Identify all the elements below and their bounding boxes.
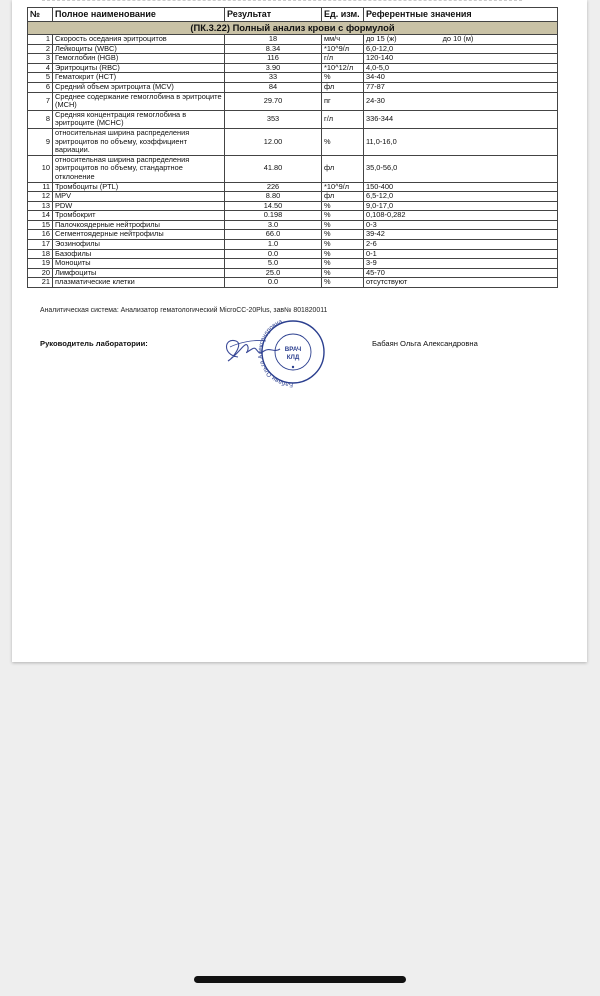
row-ref: 336-344	[364, 110, 558, 128]
home-indicator[interactable]	[194, 976, 406, 983]
row-num: 13	[28, 201, 53, 211]
row-num: 14	[28, 211, 53, 221]
row-ref: 45-70	[364, 268, 558, 278]
table-row	[28, 201, 558, 211]
row-result: 41.80	[225, 155, 322, 182]
table-row	[28, 63, 558, 73]
row-num: 21	[28, 278, 53, 288]
row-num: 1	[28, 35, 53, 45]
row-name: Лейкоциты (WBC)	[53, 44, 225, 54]
row-unit: г/л	[322, 110, 364, 128]
row-result: 29.70	[225, 92, 322, 110]
row-ref: 0-3	[364, 220, 558, 230]
row-result: 33	[225, 73, 322, 83]
row-ref: 9,0-17,0	[364, 201, 558, 211]
results-table	[27, 7, 558, 288]
row-name: Палочкоядерные нейтрофилы	[53, 220, 225, 230]
row-result: 116	[225, 54, 322, 64]
row-name: Базофилы	[53, 249, 225, 259]
row-name: Средняя концентрация гемоглобина в эритроците (MCHC)	[53, 110, 225, 128]
row-name: Гематокрит (HCT)	[53, 73, 225, 83]
row-num: 11	[28, 182, 53, 192]
row-unit: фл	[322, 155, 364, 182]
row-ref: 24-30	[364, 92, 558, 110]
table-row	[28, 211, 558, 221]
row-num: 10	[28, 155, 53, 182]
row-unit: %	[322, 230, 364, 240]
header-ref: Референтные значения	[364, 8, 558, 22]
row-name: Сегментоядерные нейтрофилы	[53, 230, 225, 240]
row-unit: %	[322, 268, 364, 278]
row-ref-secondary: до 10 (м)	[442, 34, 474, 43]
row-ref: 0-1	[364, 249, 558, 259]
row-unit: %	[322, 278, 364, 288]
section-title: (ПК.3.22) Полный анализ крови с формулой	[28, 22, 558, 35]
row-name: MPV	[53, 192, 225, 202]
table-row	[28, 44, 558, 54]
header-num: №	[28, 8, 53, 22]
row-name: Моноциты	[53, 259, 225, 269]
row-name: Эритроциты (RBC)	[53, 63, 225, 73]
row-ref: 77-87	[364, 82, 558, 92]
table-row	[28, 278, 558, 288]
signature	[227, 340, 281, 361]
row-num: 17	[28, 240, 53, 250]
row-ref: 6,5-12,0	[364, 192, 558, 202]
row-unit: %	[322, 240, 364, 250]
row-ref	[364, 35, 558, 45]
stamp-and-signature	[218, 317, 328, 389]
row-result: 353	[225, 110, 322, 128]
row-ref-primary: до 15 (ж)	[366, 34, 397, 43]
row-ref: отсутствуют	[364, 278, 558, 288]
row-num: 20	[28, 268, 53, 278]
table-row	[28, 259, 558, 269]
row-unit: *10^9/л	[322, 44, 364, 54]
row-num: 16	[28, 230, 53, 240]
row-num: 4	[28, 63, 53, 73]
row-unit: %	[322, 259, 364, 269]
row-result: 8.34	[225, 44, 322, 54]
row-unit: мм/ч	[322, 35, 364, 45]
row-ref: 4,0-5,0	[364, 63, 558, 73]
table-row	[28, 54, 558, 64]
table-header-row	[28, 8, 558, 22]
row-ref: 6,0-12,0	[364, 44, 558, 54]
row-unit: %	[322, 211, 364, 221]
head-name: Бабаян Ольга Александровна	[372, 339, 478, 348]
row-unit: фл	[322, 82, 364, 92]
table-row	[28, 230, 558, 240]
row-result: 3.90	[225, 63, 322, 73]
row-num: 19	[28, 259, 53, 269]
stamp-center-line1: ВРАЧ	[284, 346, 302, 353]
row-result: 0.198	[225, 211, 322, 221]
row-name: плазматические клетки	[53, 278, 225, 288]
table-row	[28, 182, 558, 192]
row-name: Тромбокрит	[53, 211, 225, 221]
row-ref: 0,108-0,282	[364, 211, 558, 221]
row-ref: 39-42	[364, 230, 558, 240]
table-row	[28, 240, 558, 250]
row-ref: 120-140	[364, 54, 558, 64]
analyzer-note: Аналитическая система: Анализатор гематологический MicroCC-20Plus, зав№ 801820011	[40, 307, 328, 314]
row-num: 6	[28, 82, 53, 92]
row-unit: *10^12/л	[322, 63, 364, 73]
row-num: 3	[28, 54, 53, 64]
table-row	[28, 35, 558, 45]
row-num: 2	[28, 44, 53, 54]
row-name: Тромбоциты (PTL)	[53, 182, 225, 192]
row-result: 14.50	[225, 201, 322, 211]
table-row	[28, 268, 558, 278]
row-unit: г/л	[322, 54, 364, 64]
table-row	[28, 82, 558, 92]
row-result: 12.00	[225, 128, 322, 155]
row-name: Лимфоциты	[53, 268, 225, 278]
row-ref: 11,0-16,0	[364, 128, 558, 155]
row-result: 226	[225, 182, 322, 192]
table-row	[28, 73, 558, 83]
row-ref: 3-9	[364, 259, 558, 269]
row-ref: 35,0-56,0	[364, 155, 558, 182]
head-label: Руководитель лаборатории:	[40, 339, 148, 348]
row-result: 0.0	[225, 249, 322, 259]
row-unit: %	[322, 220, 364, 230]
row-result: 84	[225, 82, 322, 92]
row-unit: *10^9/л	[322, 182, 364, 192]
row-ref: 150-400	[364, 182, 558, 192]
row-num: 15	[28, 220, 53, 230]
table-row	[28, 128, 558, 155]
row-unit: %	[322, 128, 364, 155]
row-ref: 2-6	[364, 240, 558, 250]
row-result: 66.0	[225, 230, 322, 240]
row-result: 25.0	[225, 268, 322, 278]
round-seal	[257, 318, 324, 388]
row-name: Среднее содержание гемоглобина в эритроците (MCH)	[53, 92, 225, 110]
table-row	[28, 92, 558, 110]
row-name: Скорость оседания эритроцитов	[53, 35, 225, 45]
row-result: 18	[225, 35, 322, 45]
row-num: 18	[28, 249, 53, 259]
section-row	[28, 22, 558, 35]
row-name: Средний объем эритроцита (MCV)	[53, 82, 225, 92]
row-unit: пг	[322, 92, 364, 110]
row-unit: %	[322, 73, 364, 83]
row-name: PDW	[53, 201, 225, 211]
header-unit: Ед. изм.	[322, 8, 364, 22]
row-num: 7	[28, 92, 53, 110]
row-result: 3.0	[225, 220, 322, 230]
row-unit: фл	[322, 192, 364, 202]
stamp-center-line2: КЛД	[286, 354, 300, 361]
row-num: 12	[28, 192, 53, 202]
table-row	[28, 220, 558, 230]
row-ref: 34-40	[364, 73, 558, 83]
table-row	[28, 155, 558, 182]
row-unit: %	[322, 249, 364, 259]
table-row	[28, 192, 558, 202]
row-result: 8.80	[225, 192, 322, 202]
row-result: 0.0	[225, 278, 322, 288]
row-result: 1.0	[225, 240, 322, 250]
row-name: Эозинофилы	[53, 240, 225, 250]
row-unit: %	[322, 201, 364, 211]
row-result: 5.0	[225, 259, 322, 269]
row-name: относительная ширина распределения эритроцитов по объему, коэффициент вариации.	[53, 128, 225, 155]
table-row	[28, 110, 558, 128]
row-num: 9	[28, 128, 53, 155]
stamp-ring-text: Бабаян Ольга Александровна	[257, 318, 294, 389]
header-name: Полное наименование	[53, 8, 225, 22]
header-result: Результат	[225, 8, 322, 22]
row-name: Гемоглобин (HGB)	[53, 54, 225, 64]
row-name: относительная ширина распределения эритроцитов по объему, стандартное отклонение	[53, 155, 225, 182]
cut-top-edge	[42, 0, 522, 4]
row-num: 8	[28, 110, 53, 128]
table-row	[28, 249, 558, 259]
row-num: 5	[28, 73, 53, 83]
